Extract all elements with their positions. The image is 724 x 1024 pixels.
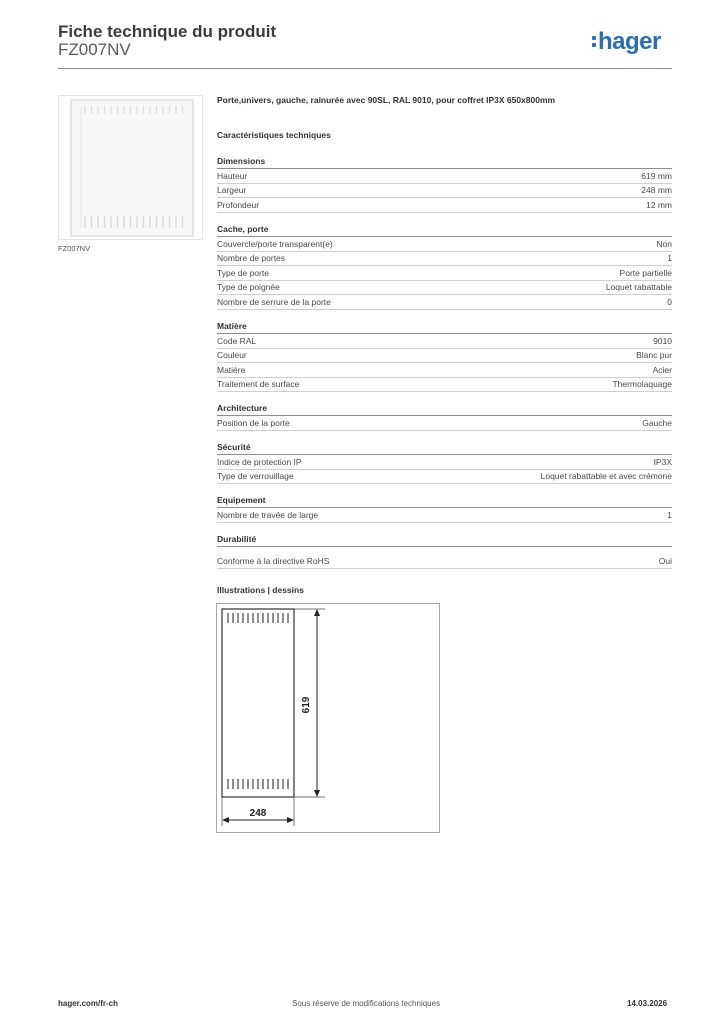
product-image-caption: FZ007NV — [58, 244, 91, 253]
spec-label: Conforme à la directive RoHS — [217, 555, 330, 566]
bottom-vents — [228, 779, 288, 789]
spec-value: 619 mm — [641, 170, 672, 181]
product-reference: FZ007NV — [58, 40, 131, 59]
footer-notice: Sous réserve de modifications techniques — [292, 999, 441, 1008]
spec-label: Nombre de serrure de la porte — [217, 296, 331, 307]
spec-group-securite — [217, 440, 672, 484]
spec-row — [217, 508, 672, 523]
spec-label: Type de poignée — [217, 282, 280, 293]
spec-label: Traitement de surface — [217, 379, 300, 390]
spec-group-title: Dimensions — [217, 154, 672, 169]
spec-label: Indice de protection IP — [217, 456, 302, 467]
spec-group-title: Equipement — [217, 493, 672, 508]
spec-row — [217, 266, 672, 281]
spec-row — [217, 198, 672, 213]
spec-group-title: Cache, porte — [217, 222, 672, 237]
illustrations-title: Illustrations | dessins — [217, 585, 304, 595]
spec-row — [217, 334, 672, 349]
spec-value: 1 — [667, 509, 672, 520]
spec-value: 9010 — [653, 335, 672, 346]
width-dimension-label: 248 — [249, 808, 267, 819]
spec-group-dimensions — [217, 154, 672, 213]
spec-value: Blanc pur — [636, 350, 672, 361]
spec-row — [217, 363, 672, 378]
spec-row — [217, 295, 672, 310]
spec-value: Oui — [658, 555, 672, 566]
spec-row — [217, 378, 672, 393]
spec-label: Code RAL — [217, 335, 257, 346]
spec-label: Couleur — [217, 350, 247, 361]
spec-group-title: Durabilité — [217, 532, 672, 547]
spec-value: IP3X — [653, 456, 672, 467]
spec-value: Acier — [652, 364, 672, 375]
spec-row — [217, 281, 672, 296]
spec-label: Nombre de portes — [217, 253, 286, 264]
spec-group-cache-porte — [217, 222, 672, 310]
spec-label: Couvercle/porte transparent(e) — [217, 238, 333, 249]
logo-dots-icon — [592, 32, 596, 50]
technical-drawing — [216, 603, 440, 833]
spec-label: Nombre de travée de large — [217, 509, 319, 520]
spec-value: 248 mm — [641, 185, 672, 196]
spec-group-architecture — [217, 401, 672, 431]
spec-label: Matière — [217, 364, 246, 375]
spec-group-title: Architecture — [217, 401, 672, 416]
spec-value: Thermolaquage — [612, 379, 672, 390]
spec-value: Non — [656, 238, 672, 249]
spec-row — [217, 237, 672, 252]
footer-date: 14.03.2026 — [627, 999, 668, 1008]
height-dimension-label: 619 — [301, 696, 312, 714]
door-panel-icon — [59, 96, 204, 241]
spec-label: Position de la porte — [217, 417, 290, 428]
spec-row — [217, 349, 672, 364]
spec-label: Profondeur — [217, 199, 260, 210]
spec-group-equipement — [217, 493, 672, 523]
dimension-drawing — [217, 604, 439, 832]
spec-row — [217, 252, 672, 267]
spec-row — [217, 169, 672, 184]
logo-text: hager — [598, 28, 661, 55]
spec-label: Hauteur — [217, 170, 248, 181]
spec-value: 0 — [667, 296, 672, 307]
document-title: Fiche technique du produit — [58, 22, 277, 41]
spec-value: 12 mm — [646, 199, 672, 210]
header-divider — [58, 68, 672, 69]
spec-label: Type de verrouillage — [217, 471, 294, 482]
spec-row — [217, 554, 672, 569]
spec-group-title: Matière — [217, 319, 672, 334]
spec-value: Gauche — [642, 417, 672, 428]
product-description: Porte,univers, gauche, rainurée avec 90SL, RAL 9010, pour coffret IP3X 650x800mm — [217, 95, 556, 105]
hager-logo — [592, 28, 661, 56]
product-image — [58, 95, 203, 240]
spec-value: Porte partielle — [619, 267, 672, 278]
door-outline — [222, 609, 294, 797]
spec-row — [217, 455, 672, 470]
spec-row — [217, 470, 672, 485]
spec-label: Largeur — [217, 185, 247, 196]
spec-value: 1 — [667, 253, 672, 264]
spec-value: Loquet rabattable — [605, 282, 672, 293]
spec-row — [217, 184, 672, 199]
technical-section-title: Caractéristiques techniques — [217, 130, 331, 140]
top-vents — [228, 613, 288, 623]
spec-label: Type de porte — [217, 267, 269, 278]
footer-website: hager.com/fr-ch — [58, 999, 119, 1008]
spec-group-matiere — [217, 319, 672, 392]
spec-row — [217, 416, 672, 431]
spec-group-durabilite — [217, 532, 672, 569]
spec-group-title: Sécurité — [217, 440, 672, 455]
spec-value: Loquet rabattable et avec crémone — [540, 471, 672, 482]
